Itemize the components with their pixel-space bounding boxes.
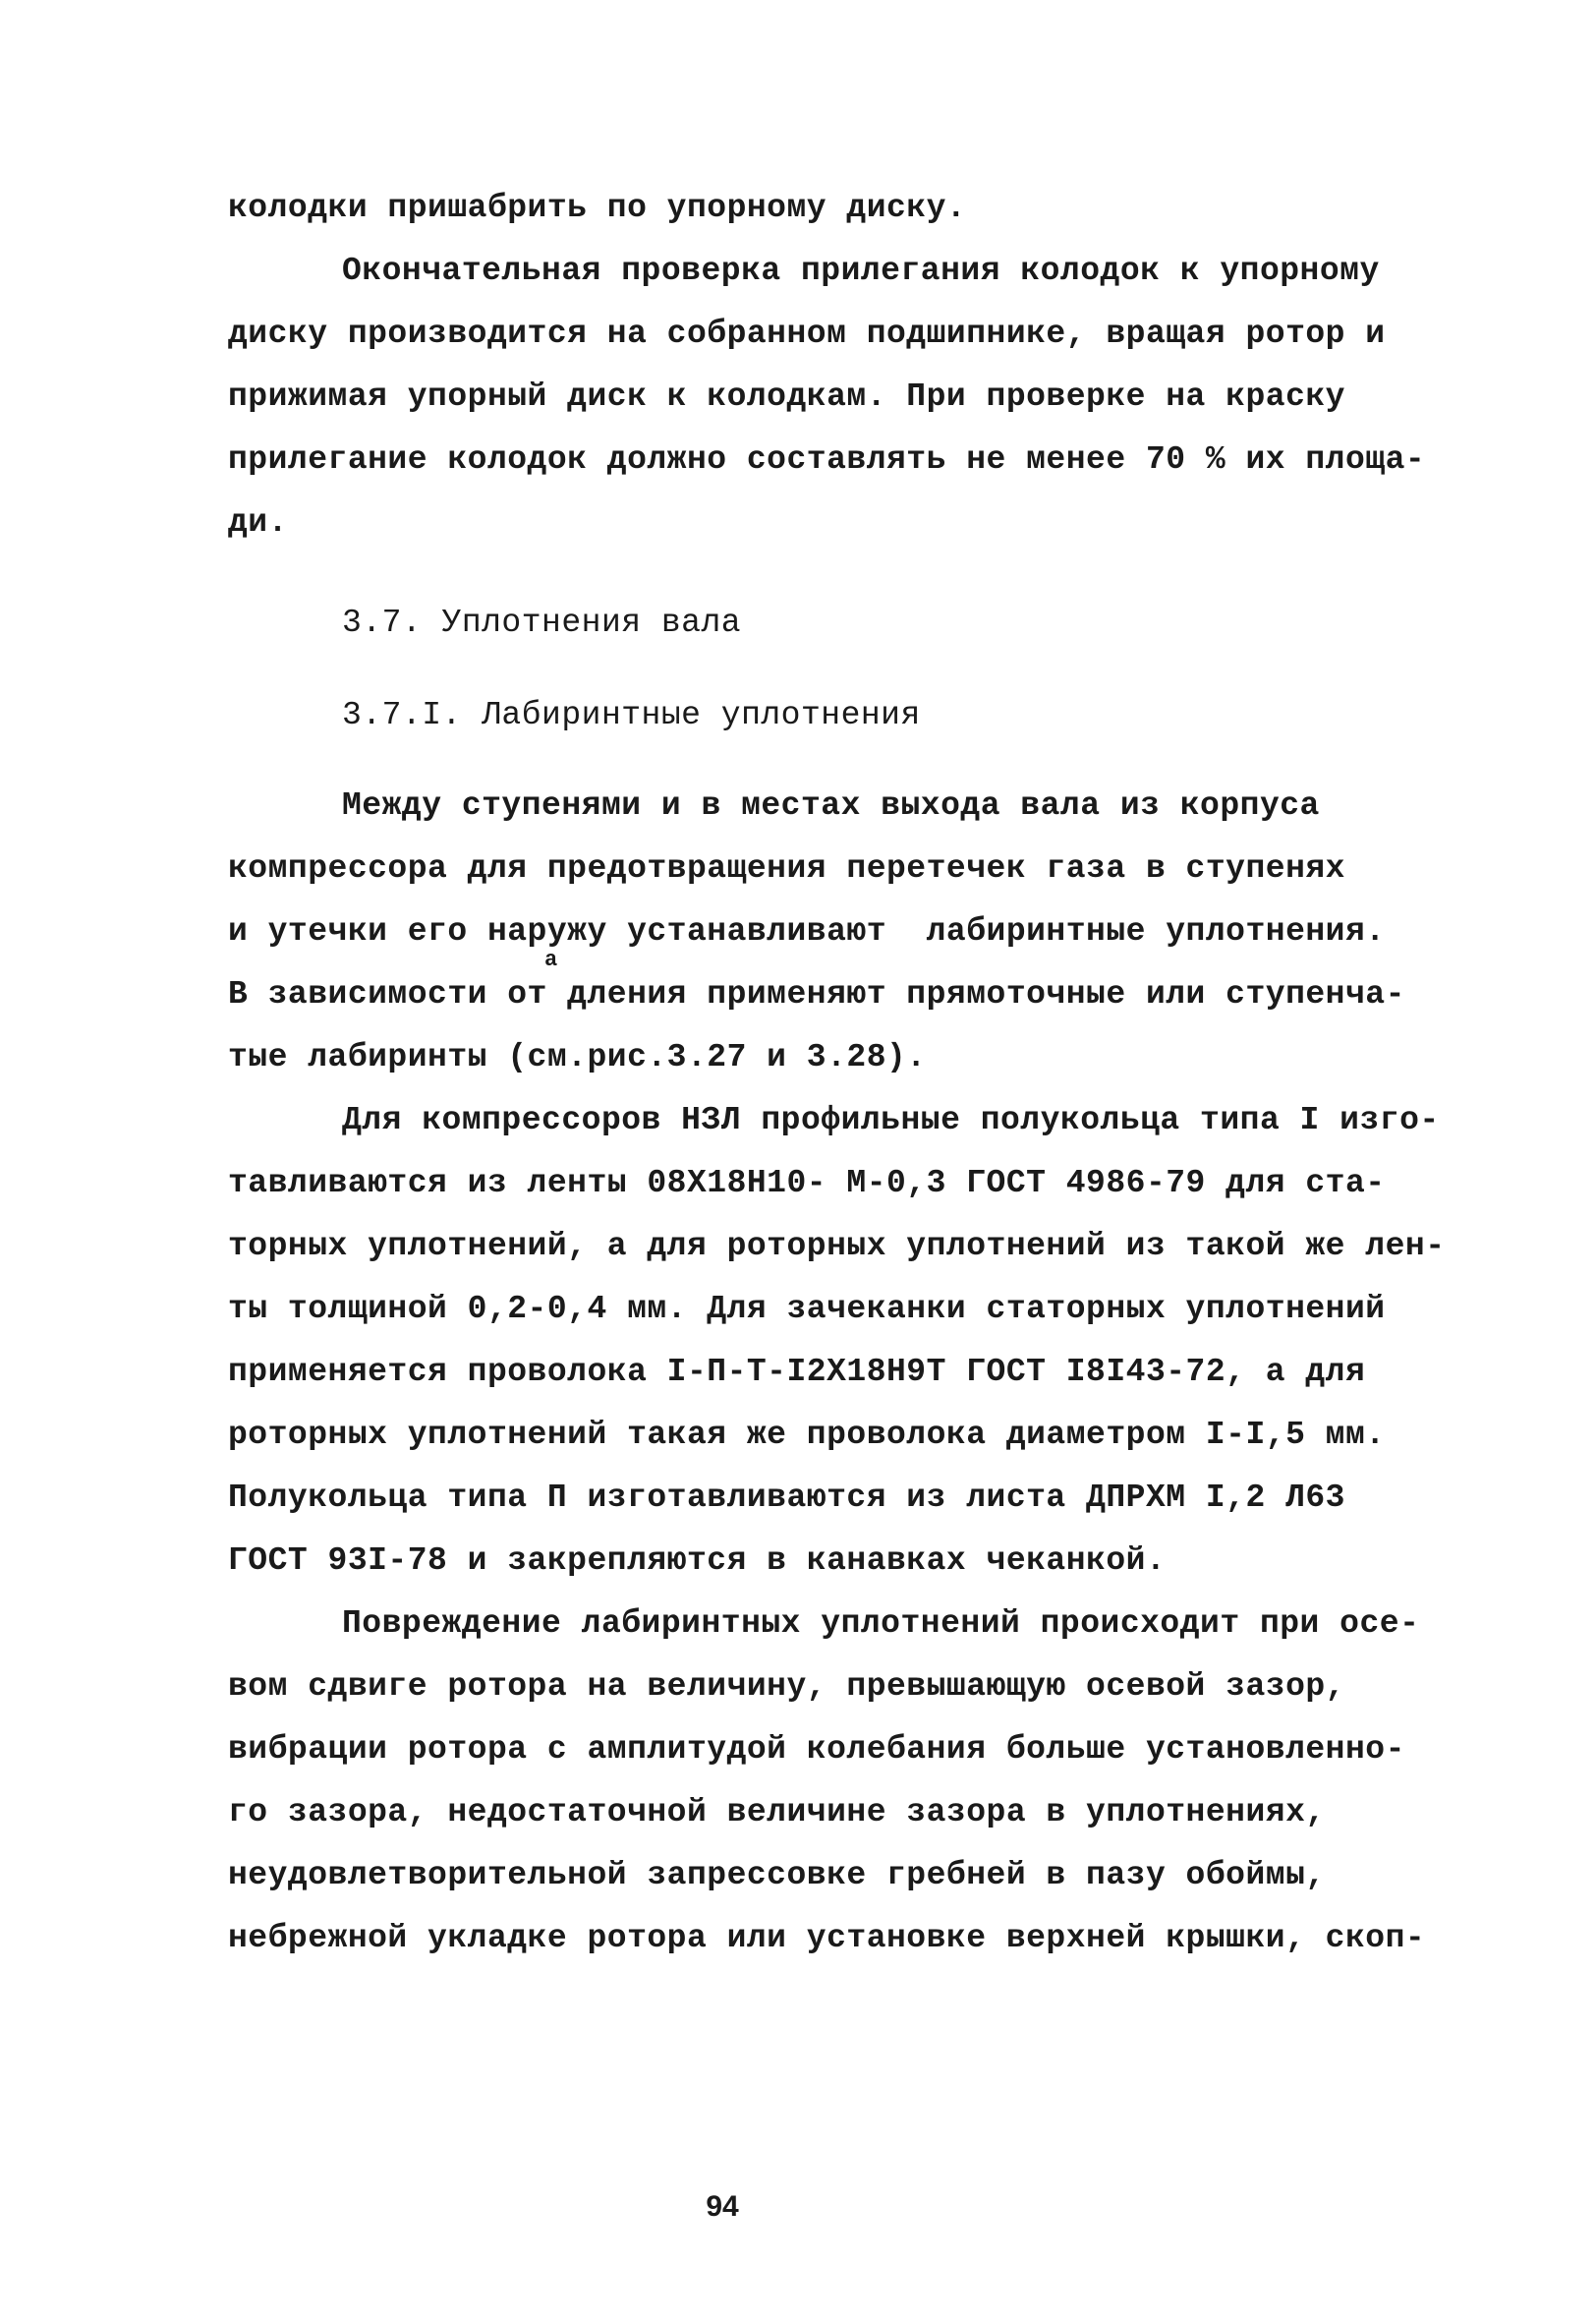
text-line: Полукольца типа П изготавливаются из листа ДПРХМ I,2 Л63 — [228, 1480, 1345, 1516]
text-line: ГОСТ 93I-78 и закрепляются в канавках чеканкой. — [228, 1542, 1167, 1579]
text-line: го зазора, недостаточной величине зазора в уплотнениях, — [228, 1794, 1326, 1830]
text-line: Между ступенями и в местах выхода вала из корпуса — [342, 787, 1320, 824]
text-line: прижимая упорный диск к колодкам. При проверке на краску — [228, 378, 1345, 415]
text-line: вибрации ротора с амплитудой колебания больше установленно- — [228, 1731, 1405, 1768]
text-line: В зависимости от дления применяют прямоточные или ступенча- — [228, 976, 1405, 1013]
section-heading: 3.7. Уплотнения вала — [342, 605, 742, 641]
text-line: роторных уплотнений такая же проволока диаметром I-I,5 мм. — [228, 1417, 1386, 1453]
text-line: вом сдвиге ротора на величину, превышающую осевой зазор, — [228, 1668, 1345, 1705]
text-line: диску производится на собранном подшипнике, вращая ротор и — [228, 316, 1386, 352]
text-line: торных уплотнений, а для роторных уплотнений из такой же лен- — [228, 1228, 1446, 1264]
text-line: и утечки его наружу устанавливают лабиринтные уплотнения. — [228, 913, 1386, 950]
text-line: ты толщиной 0,2-0,4 мм. Для зачеканки статорных уплотнений — [228, 1291, 1386, 1327]
text-line: небрежной укладке ротора или установке верхней крышки, скоп- — [228, 1920, 1426, 1956]
text-line: применяется проволока I-П-Т-I2Х18Н9Т ГОСТ I8I43-72, а для — [228, 1354, 1366, 1390]
handwritten-correction: а — [544, 948, 558, 972]
text-line: Окончательная проверка прилегания колодок к упорному — [342, 253, 1380, 289]
text-line: колодки пришабрить по упорному диску. — [228, 190, 967, 226]
subsection-heading: 3.7.I. Лабиринтные уплотнения — [342, 697, 921, 733]
text-line: неудовлетворительной запрессовке гребней в пазу обоймы, — [228, 1857, 1326, 1893]
text-line: компрессора для предотвращения перетечек газа в ступенях — [228, 850, 1345, 887]
text-line: ди. — [228, 504, 288, 541]
text-line: Повреждение лабиринтных уплотнений происходит при осе- — [342, 1605, 1420, 1642]
text-line: тавливаются из ленты 08Х18Н10- М-0,3 ГОСТ 4986-79 для ста- — [228, 1165, 1386, 1201]
text-line: Для компрессоров НЗЛ профильные полукольца типа I изго- — [342, 1102, 1440, 1138]
page-number: 94 — [706, 2190, 739, 2223]
text-line: тые лабиринты (см.рис.3.27 и 3.28). — [228, 1039, 927, 1075]
text-line: прилегание колодок должно составлять не менее 70 % их площа- — [228, 441, 1426, 478]
